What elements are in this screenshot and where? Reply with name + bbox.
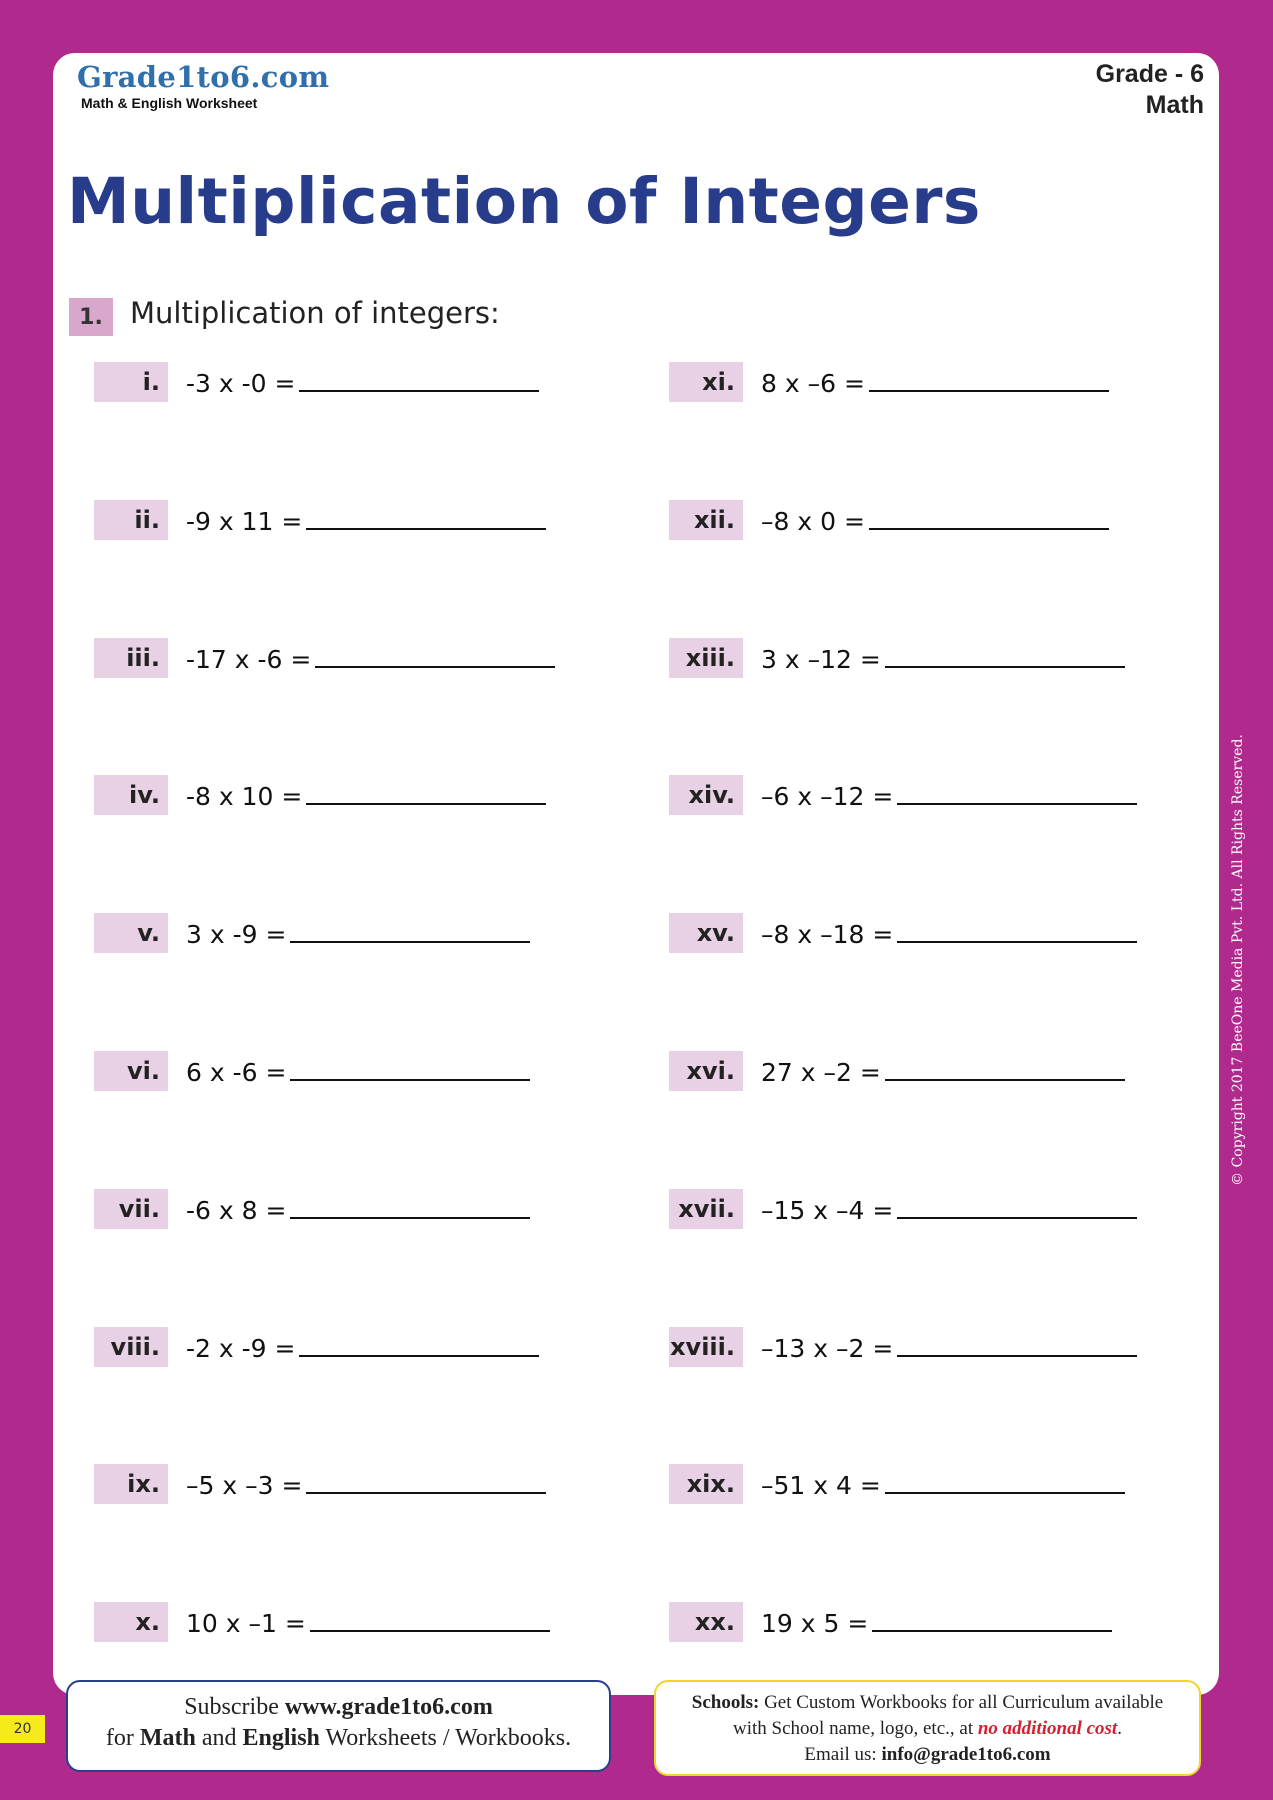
expression-text: –15 x –4 = bbox=[761, 1196, 894, 1225]
problem-label: iii. bbox=[94, 638, 168, 678]
problem-expression bbox=[186, 779, 546, 811]
and-text: and bbox=[201, 1725, 237, 1751]
problem-label: xi. bbox=[669, 362, 743, 402]
answer-blank[interactable] bbox=[897, 779, 1137, 805]
problem-expression bbox=[186, 1331, 539, 1363]
expression-text: 19 x 5 = bbox=[761, 1609, 869, 1638]
problem-label: xiii. bbox=[669, 638, 743, 678]
section-number: 1. bbox=[69, 298, 113, 336]
answer-blank[interactable] bbox=[869, 504, 1109, 530]
problem-expression bbox=[761, 1468, 1125, 1500]
problem-expression bbox=[761, 779, 1137, 811]
answer-blank[interactable] bbox=[869, 366, 1109, 392]
subscribe-line bbox=[68, 1692, 609, 1723]
schools-line-1 bbox=[656, 1690, 1199, 1716]
answer-blank[interactable] bbox=[290, 1055, 530, 1081]
brand-subtitle: Math & English Worksheet bbox=[81, 95, 258, 111]
answer-blank[interactable] bbox=[897, 1331, 1137, 1357]
expression-text: 8 x –6 = bbox=[761, 369, 865, 398]
problem-expression bbox=[761, 642, 1125, 674]
copyright-notice: © Copyright 2017 BeeOne Media Pvt. Ltd. All Rights Reserved. bbox=[1230, 734, 1246, 1186]
answer-blank[interactable] bbox=[315, 642, 555, 668]
expression-text: -8 x 10 = bbox=[186, 782, 303, 811]
subscribe-box bbox=[66, 1680, 611, 1772]
problem-expression bbox=[761, 366, 1109, 398]
schools-line-2 bbox=[656, 1716, 1199, 1742]
problem-label: vii. bbox=[94, 1189, 168, 1229]
subject-label: Math bbox=[1145, 91, 1204, 119]
expression-text: 3 x –12 = bbox=[761, 645, 881, 674]
answer-blank[interactable] bbox=[306, 1468, 546, 1494]
answer-blank[interactable] bbox=[885, 642, 1125, 668]
problem-label: xii. bbox=[669, 500, 743, 540]
problem-label: i. bbox=[94, 362, 168, 402]
for-text: for bbox=[105, 1725, 134, 1751]
answer-blank[interactable] bbox=[299, 366, 539, 392]
section-label: Multiplication of integers: bbox=[130, 296, 500, 330]
answer-blank[interactable] bbox=[290, 917, 530, 943]
problem-expression bbox=[186, 504, 546, 536]
answer-blank[interactable] bbox=[310, 1606, 550, 1632]
problem-label: xv. bbox=[669, 913, 743, 953]
problem-label: xx. bbox=[669, 1602, 743, 1642]
expression-text: -3 x -0 = bbox=[186, 369, 296, 398]
problem-expression bbox=[186, 917, 530, 949]
no-cost-text: no additional cost bbox=[977, 1718, 1118, 1739]
problem-label: viii. bbox=[94, 1327, 168, 1367]
expression-text: 6 x -6 = bbox=[186, 1058, 287, 1087]
answer-blank[interactable] bbox=[299, 1331, 539, 1357]
expression-text: -6 x 8 = bbox=[186, 1196, 287, 1225]
expression-text: –13 x –2 = bbox=[761, 1334, 894, 1363]
problem-label: ix. bbox=[94, 1464, 168, 1504]
page-title: Multiplication of Integers bbox=[67, 165, 981, 238]
problem-label: xvii. bbox=[669, 1189, 743, 1229]
answer-blank[interactable] bbox=[897, 1193, 1137, 1219]
problem-label: iv. bbox=[94, 775, 168, 815]
grade-info bbox=[1096, 59, 1204, 121]
expression-text: –6 x –12 = bbox=[761, 782, 894, 811]
problem-expression bbox=[761, 504, 1109, 536]
problem-label: v. bbox=[94, 913, 168, 953]
worksheets-line bbox=[68, 1723, 609, 1754]
answer-blank[interactable] bbox=[885, 1055, 1125, 1081]
problem-label: xix. bbox=[669, 1464, 743, 1504]
schools-text-1: Get Custom Workbooks for all Curriculum available bbox=[764, 1692, 1164, 1713]
answer-blank[interactable] bbox=[885, 1468, 1125, 1494]
problem-expression bbox=[186, 1193, 530, 1225]
page-number: 20 bbox=[0, 1715, 45, 1743]
answer-blank[interactable] bbox=[872, 1606, 1112, 1632]
problem-expression bbox=[761, 1055, 1125, 1087]
period-text: . bbox=[1117, 1718, 1122, 1739]
problem-expression bbox=[761, 1606, 1112, 1638]
problem-label: ii. bbox=[94, 500, 168, 540]
answer-blank[interactable] bbox=[290, 1193, 530, 1219]
problem-expression bbox=[761, 1331, 1137, 1363]
subscribe-url[interactable]: www.grade1to6.com bbox=[284, 1694, 493, 1720]
schools-label: Schools: bbox=[691, 1692, 760, 1713]
problem-label: xviii. bbox=[669, 1327, 743, 1367]
answer-blank[interactable] bbox=[897, 917, 1137, 943]
email-address[interactable]: info@grade1to6.com bbox=[881, 1744, 1051, 1765]
expression-text: –8 x –18 = bbox=[761, 920, 894, 949]
problem-label: xvi. bbox=[669, 1051, 743, 1091]
email-label: Email us: bbox=[804, 1744, 877, 1765]
expression-text: -2 x -9 = bbox=[186, 1334, 296, 1363]
expression-text: –51 x 4 = bbox=[761, 1471, 881, 1500]
grade-label: Grade - 6 bbox=[1095, 60, 1204, 88]
problem-label: x. bbox=[94, 1602, 168, 1642]
schools-line-3 bbox=[656, 1742, 1199, 1768]
schools-box bbox=[654, 1680, 1201, 1776]
expression-text: 3 x -9 = bbox=[186, 920, 287, 949]
problem-expression bbox=[186, 1606, 550, 1638]
english-text: English bbox=[242, 1725, 320, 1751]
expression-text: -17 x -6 = bbox=[186, 645, 312, 674]
answer-blank[interactable] bbox=[306, 779, 546, 805]
problem-expression bbox=[186, 1055, 530, 1087]
expression-text: 27 x –2 = bbox=[761, 1058, 881, 1087]
problem-label: xiv. bbox=[669, 775, 743, 815]
problem-expression bbox=[761, 1193, 1137, 1225]
expression-text: –5 x –3 = bbox=[186, 1471, 303, 1500]
expression-text: –8 x 0 = bbox=[761, 507, 865, 536]
problem-expression bbox=[186, 1468, 546, 1500]
schools-text-2: with School name, logo, etc., at bbox=[733, 1718, 974, 1739]
subscribe-text: Subscribe bbox=[184, 1694, 279, 1720]
answer-blank[interactable] bbox=[306, 504, 546, 530]
problem-label: vi. bbox=[94, 1051, 168, 1091]
brand-name: Grade1to6.com bbox=[77, 60, 330, 94]
problem-expression bbox=[186, 642, 555, 674]
expression-text: -9 x 11 = bbox=[186, 507, 303, 536]
problem-expression bbox=[186, 366, 539, 398]
worksheets-text: Worksheets / Workbooks. bbox=[325, 1725, 572, 1751]
expression-text: 10 x –1 = bbox=[186, 1609, 306, 1638]
math-text: Math bbox=[139, 1725, 196, 1751]
problem-expression bbox=[761, 917, 1137, 949]
brand-logo[interactable] bbox=[77, 60, 329, 111]
